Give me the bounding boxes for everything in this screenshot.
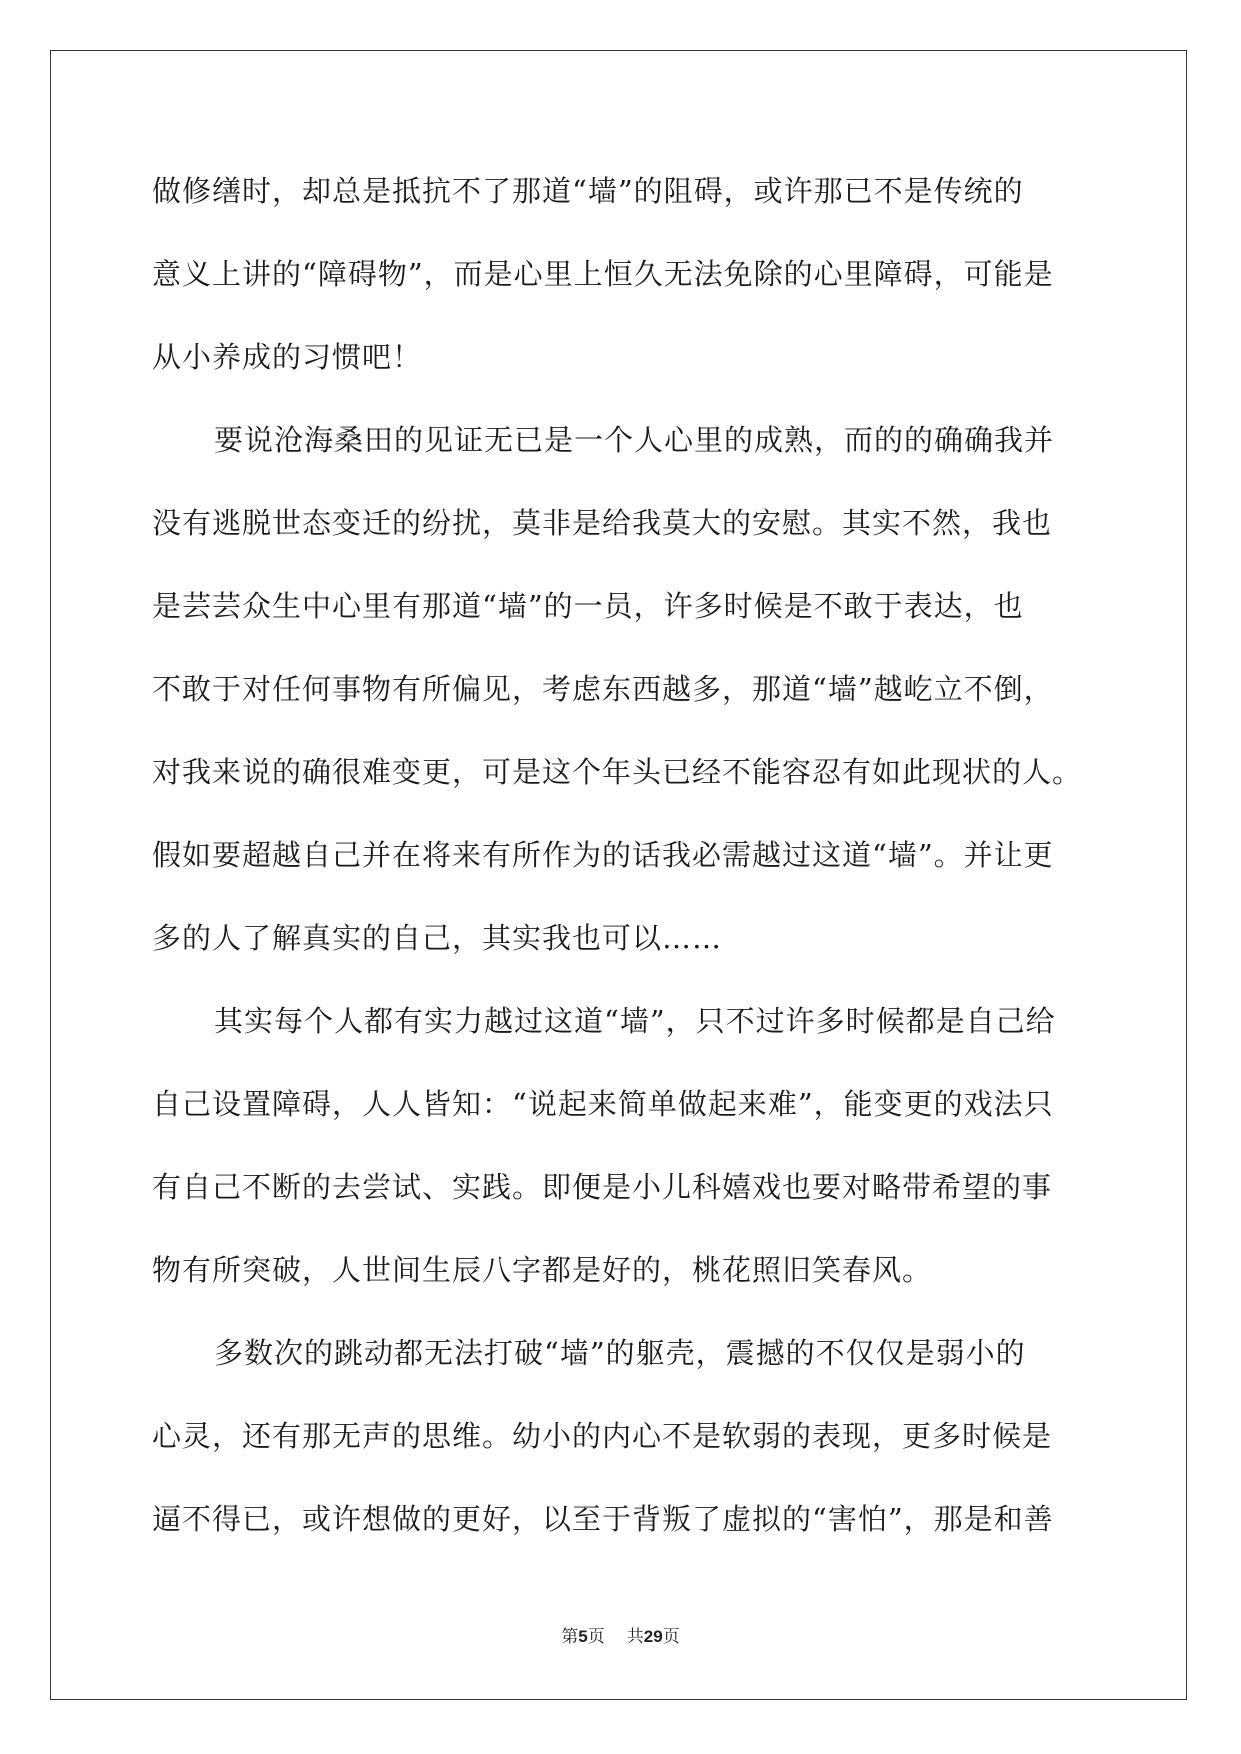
text-line: 多数次的跳动都无法打破“墙”的躯壳，震撼的不仅仅是弱小的 bbox=[214, 1336, 1026, 1370]
page-number: 5 bbox=[578, 1627, 588, 1646]
total-suffix: 页 bbox=[662, 1627, 680, 1647]
text-line: 心灵，还有那无声的思维。幼小的内心不是软弱的表现，更多时候是 bbox=[152, 1419, 1053, 1453]
text-line: 不敢于对任何事物有所偏见，考虑东西越多，那道“墙”越屹立不倒， bbox=[152, 672, 1054, 706]
text-line: 从小养成的习惯吧！ bbox=[152, 340, 423, 374]
text-line: 逼不得已，或许想做的更好，以至于背叛了虚拟的“害怕”，那是和善 bbox=[152, 1502, 1054, 1536]
text-line: 假如要超越自己并在将来有所作为的话我必需越过这道“墙”。并让更 bbox=[152, 838, 1054, 872]
text-line: 要说沧海桑田的见证无已是一个人心里的成熟，而的的确确我并 bbox=[214, 423, 1055, 457]
text-line: 自己设置障碍，人人皆知：“说起来简单做起来难”，能变更的戏法只 bbox=[152, 1087, 1054, 1121]
text-line: 物有所突破，人世间生辰八字都是好的，桃花照旧笑春风。 bbox=[152, 1253, 933, 1287]
document-body bbox=[152, 165, 1092, 1576]
text-line: 没有逃脱世态变迁的纷扰，莫非是给我莫大的安慰。其实不然，我也 bbox=[152, 506, 1053, 540]
text-line: 其实每个人都有实力越过这道“墙”，只不过许多时候都是自己给 bbox=[214, 1004, 1056, 1038]
text-line: 做修缮时，却总是抵抗不了那道“墙”的阻碍，或许那已不是传统的 bbox=[152, 174, 1024, 208]
text-line: 有自己不断的去尝试、实践。即便是小儿科嬉戏也要对略带希望的事 bbox=[152, 1170, 1053, 1204]
text-line: 对我来说的确很难变更，可是这个年头已经不能容忍有如此现状的人。 bbox=[152, 755, 1083, 789]
page-suffix: 页 bbox=[587, 1627, 605, 1647]
page-footer bbox=[0, 1622, 1241, 1647]
total-prefix: 共 bbox=[626, 1627, 644, 1647]
total-pages: 29 bbox=[643, 1627, 663, 1646]
text-line: 多的人了解真实的自己，其实我也可以…… bbox=[152, 921, 723, 955]
text-line: 是芸芸众生中心里有那道“墙”的一员，许多时候是不敢于表达，也 bbox=[152, 589, 1024, 623]
page-prefix: 第 bbox=[561, 1627, 579, 1647]
text-line: 意义上讲的“障碍物”，而是心里上恒久无法免除的心里障碍，可能是 bbox=[152, 257, 1054, 291]
